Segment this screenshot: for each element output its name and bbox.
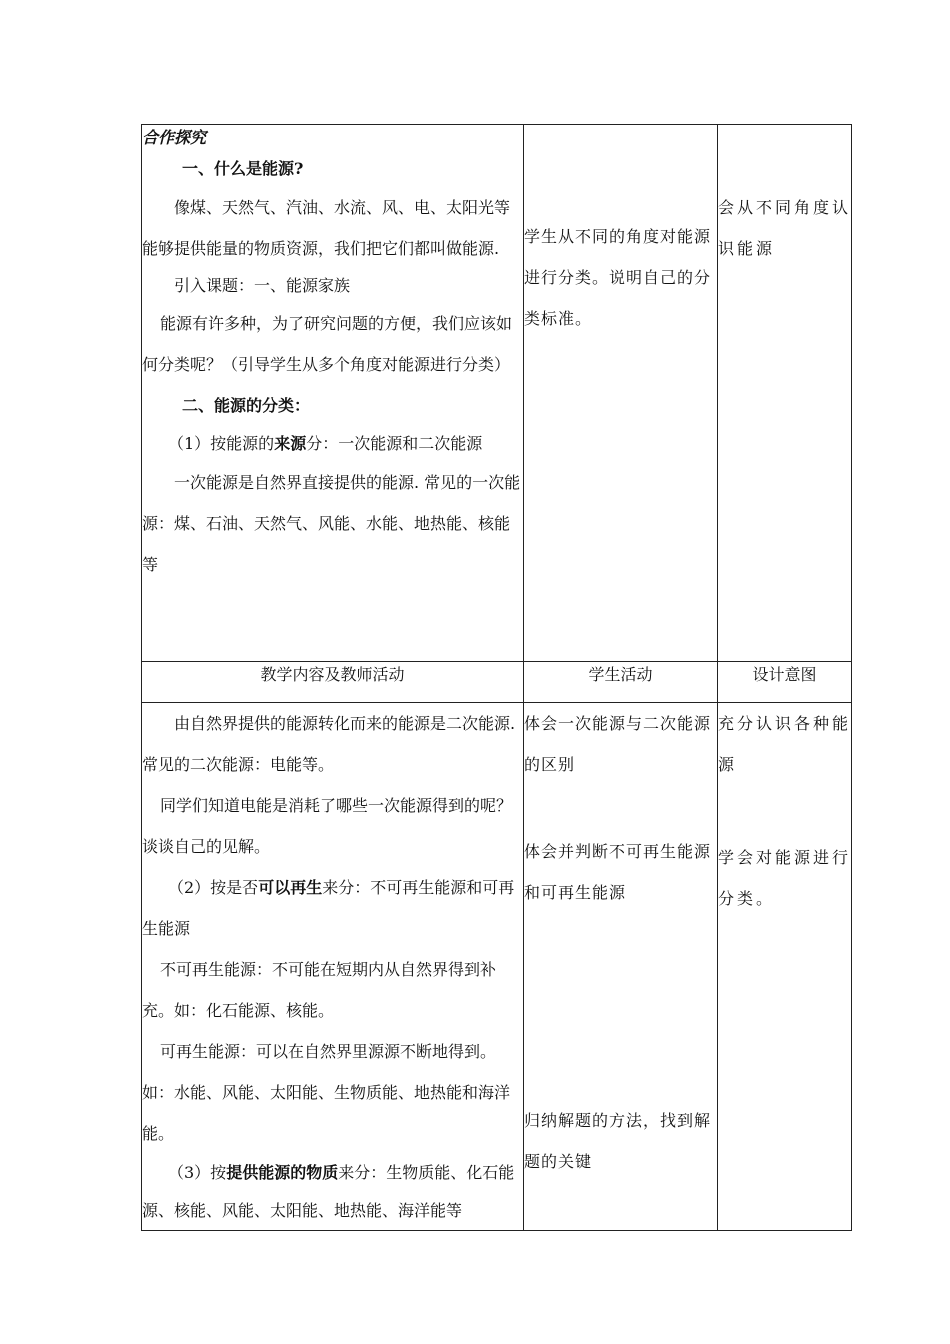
section-label: 合作探究 <box>142 128 207 147</box>
classification-item: （3）按提供能源的物质来分：生物质能、化石能源、核能、风能、太阳能、地热能、海洋能等 <box>142 1163 515 1220</box>
lesson-plan-table <box>141 124 852 1231</box>
heading-energy-classification: 二、能源的分类： <box>182 396 311 415</box>
paragraph: 不可再生能源：不可能在短期内从自然界得到补充。如：化石能源、核能。 <box>142 960 497 1020</box>
student-activity-text: 体会一次能源与二次能源的区别 <box>524 714 712 774</box>
teaching-content-cell <box>142 703 524 1231</box>
student-activity-text: 归纳解题的方法，找到解题的关键 <box>524 1111 712 1171</box>
paragraph: 可再生能源：可以在自然界里源源不断地得到。如：水能、风能、太阳能、生物质能、地热能和海洋能。 <box>142 1042 511 1143</box>
student-activity-text: 体会并判断不可再生能源和可再生能源 <box>524 842 712 902</box>
table-row <box>142 125 852 662</box>
design-intent-cell <box>718 703 852 1231</box>
paragraph: 引入课题：一、能源家族 <box>174 276 351 295</box>
column-header: 设计意图 <box>718 662 852 703</box>
table-header-row <box>142 662 852 703</box>
table-row <box>142 703 852 1231</box>
paragraph: 像煤、天然气、汽油、水流、风、电、太阳光等能够提供能量的物质资源，我们把它们都叫做能源. <box>142 198 511 258</box>
paragraph: 同学们知道电能是消耗了哪些一次能源得到的呢？谈谈自己的见解。 <box>142 796 513 856</box>
paragraph: 由自然界提供的能源转化而来的能源是二次能源.常见的二次能源：电能等。 <box>142 714 516 774</box>
design-intent-text: 学会对能源进行分类。 <box>718 848 852 908</box>
column-header: 学生活动 <box>524 662 718 703</box>
design-intent-text: 充分认识各种能源 <box>718 714 852 774</box>
teaching-content-cell <box>142 125 524 662</box>
paragraph: 一次能源是自然界直接提供的能源. 常见的一次能源：煤、石油、天然气、风能、水能、地热能、核能等 <box>142 473 521 574</box>
classification-item: （1）按能源的来源分：一次能源和二次能源 <box>168 434 483 453</box>
student-activity-cell <box>524 125 718 662</box>
column-header: 教学内容及教师活动 <box>142 662 524 703</box>
design-intent-cell <box>718 125 852 662</box>
heading-what-is-energy: 一、什么是能源? <box>182 159 304 178</box>
classification-item: （2）按是否可以再生来分：不可再生能源和可再生能源 <box>142 878 515 938</box>
design-intent-text: 会从不同角度认识能源 <box>718 198 852 258</box>
student-activity-text: 学生从不同的角度对能源进行分类。说明自己的分类标准。 <box>524 227 712 328</box>
student-activity-cell <box>524 703 718 1231</box>
paragraph: 能源有许多种，为了研究问题的方便，我们应该如何分类呢？（引导学生从多个角度对能源进行分类） <box>142 314 513 374</box>
